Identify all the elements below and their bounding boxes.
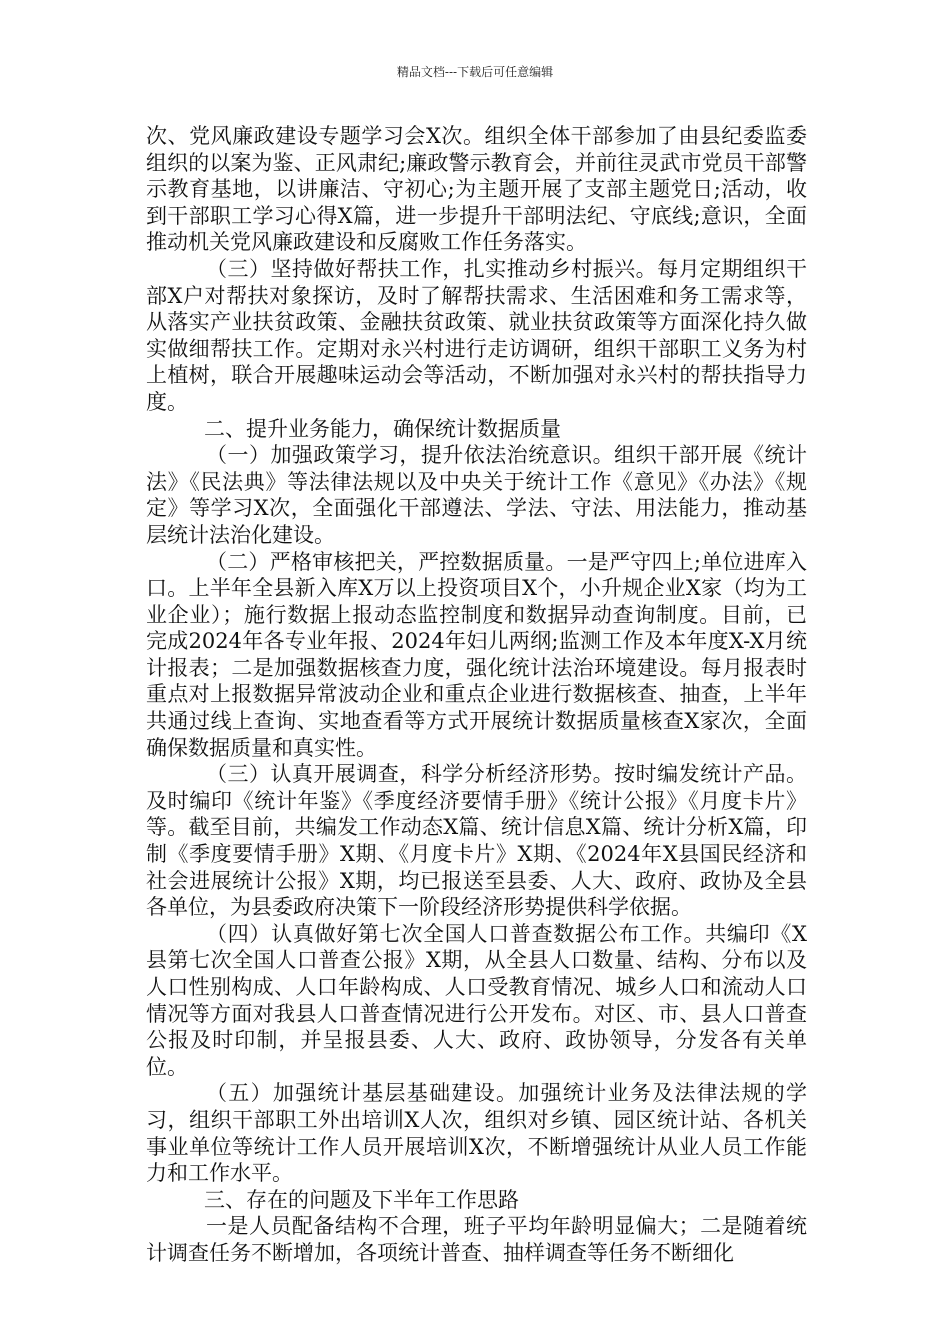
paragraph-data-quality-review: （二）严格审核把关，严控数据质量。一是严守四上;单位进库入口。上半年全县新入库X万以上投资项目X个，小升规企业X家（均为工业企业）；施行数据上报动态监控制度和数据异动查询制度。目前，已完成2024年各专业年报、2024年妇儿两纲;监测工作及本年度X-X月统计报表；二是加强数据核查力度，强化统计法治环境建设。每月报表时重点对上报数据异常波动企业和重点企业进行数据核查、抽查，上半年共通过线上查询、实地查看等方式开展统计数据质量核查X家次，全面确保数据质量和真实性。 [146,549,807,760]
section-heading-problems-and-plans: 三、存在的问题及下半年工作思路 [204,1187,519,1212]
paragraph-party-conduct-study: 次、党风廉政建设专题学习会X次。组织全体干部参加了由县纪委监委组织的以案为鉴、正风肃纪;廉政警示教育会，并前往灵武市党员干部警示教育基地，以讲廉洁、守初心;为主题开展了支部主题党日;活动，收到干部职工学习心得X篇，进一步提升干部明法纪、守底线;意识，全面推动机关党风廉政建设和反腐败工作任务落实。 [146,124,807,255]
section-heading-business-capability: 二、提升业务能力，确保统计数据质量 [204,416,561,441]
paragraph-economic-analysis: （三）认真开展调查，科学分析经济形势。按时编发统计产品。及时编印《统计年鉴》《季度经济要情手册》《统计公报》《月度卡片》等。截至目前，共编发工作动态X篇、统计信息X篇、统计分析X篇，印制《季度要情手册》X期、《月度卡片》X期、《2024年X县国民经济和社会进展统计公报》X期，均已报送至县委、人大、政府、政协及全县各单位，为县委政府决策下一阶段经济形势提供科学依据。 [146,762,807,920]
document-body [146,123,807,1267]
paragraph-grassroots-building: （五）加强统计基层基础建设。加强统计业务及法律法规的学习，组织干部职工外出培训X人次，组织对乡镇、园区统计站、各机关事业单位等统计工作人员开展培训X次，不断增强统计从业人员工作能力和工作水平。 [146,1081,807,1186]
paragraph-problems: 一是人员配备结构不合理，班子平均年龄明显偏大；二是随着统计调查任务不断增加，各项统计普查、抽样调查等任务不断细化 [146,1214,807,1265]
page-header: 精品文档---下载后可任意编辑 [396,65,554,79]
paragraph-census-publication: （四）认真做好第七次全国人口普查数据公布工作。共编印《X县第七次全国人口普查公报》X期，从全县人口数量、结构、分布以及人口性别构成、人口年龄构成、人口受教育情况、城乡人口和流动人口情况等方面对我县人口普查情况进行公开发布。对区、市、县人口普查公报及时印制，并呈报县委、人大、政府、政协领导，分发各有关单位。 [146,921,807,1079]
paragraph-policy-study: （一）加强政策学习，提升依法治统意识。组织干部开展《统计法》《民法典》等法律法规以及中央关于统计工作《意见》《办法》《规定》等学习X次，全面强化干部遵法、学法、守法、用法能力，推动基层统计法治化建设。 [146,443,807,547]
paragraph-poverty-assistance: （三）坚持做好帮扶工作，扎实推动乡村振兴。每月定期组织干部X户对帮扶对象探访，及时了解帮扶需求、生活困难和务工需求等，从落实产业扶贫政策、金融扶贫政策、就业扶贫政策等方面深化持久做实做细帮扶工作。定期对永兴村进行走访调研，组织干部职工义务为村上植树，联合开展趣味运动会等活动，不断加强对永兴村的帮扶指导力度。 [146,256,807,414]
